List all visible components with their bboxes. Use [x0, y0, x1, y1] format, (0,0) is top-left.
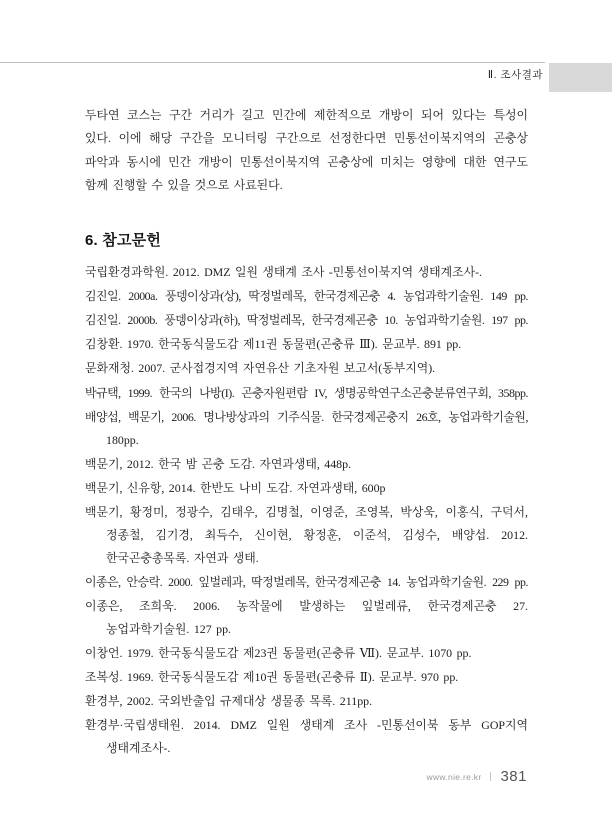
header-tab-highlight: [549, 63, 612, 92]
reference-line: 김진일. 2000b. 풍뎅이상과(하), 딱정벌레목, 한국경제곤충 10. 농업과학기술원. 197 pp.: [85, 313, 528, 328]
reference-entry: [85, 261, 528, 284]
reference-line: 정종철, 김기경, 최득수, 신이현, 황정훈, 이준석, 김성수, 배양섭. 2012.: [106, 527, 528, 542]
reference-entry: [85, 690, 528, 713]
reference-line: 한국곤충총목록. 자연과 생태.: [106, 550, 259, 565]
reference-entry: [85, 501, 528, 569]
paragraph-line: 파악과 동시에 민간 개방이 민통선이북지역 곤충상에 미치는 영향에 대한 연구도: [85, 154, 528, 169]
reference-entry: [85, 309, 528, 332]
reference-line: 김진일. 2000a. 풍뎅이상과(상), 딱정벌레목, 한국경제곤충 4. 농업과학기술원. 149 pp.: [85, 288, 528, 303]
reference-entry: [85, 595, 528, 640]
reference-entry: [85, 642, 528, 665]
reference-line: 박규택, 1999. 한국의 나방(I). 곤충자원편람 IV, 생명공학연구소곤충분류연구회, 358pp.: [85, 385, 528, 400]
paragraph-line: 있다. 이에 해당 구간을 모니터링 구간으로 선정한다면 민통선이북지역의 곤충상: [85, 131, 528, 146]
reference-list: [85, 261, 528, 760]
reference-line: 조복성. 1969. 한국동식물도감 제10권 동물편(곤충류 Ⅱ). 문교부. 970 pp.: [85, 670, 459, 685]
reference-entry: [85, 714, 528, 759]
reference-entry: [85, 666, 528, 689]
running-header-label: Ⅱ. 조사결과: [487, 69, 543, 81]
reference-entry: [85, 382, 528, 405]
reference-line: 환경부·국립생태원. 2014. DMZ 일원 생태계 조사 -민통선이북 동부 GOP지역: [85, 718, 528, 733]
reference-line: 백문기, 2012. 한국 밤 곤충 도감. 자연과생태, 448p.: [85, 456, 352, 471]
reference-line: 환경부, 2002. 국외반출입 규제대상 생물종 목록. 211pp.: [85, 694, 373, 709]
reference-line: 백문기, 황정미, 정광수, 김태우, 김명철, 이영준, 조영복, 박상욱, 이홍식, 구덕서,: [85, 505, 528, 520]
reference-line: 이창언. 1979. 한국동식물도감 제23권 동물편(곤충류 Ⅶ). 문교부. 1070 pp.: [85, 645, 472, 660]
reference-line: 이종은, 안승락. 2000. 잎벌레과, 딱정벌레목, 한국경제곤충 14. 농업과학기술원. 229 pp.: [85, 574, 528, 589]
footer-separator: [490, 772, 491, 781]
content-column: [85, 104, 528, 761]
reference-line: 문화재청. 2007. 군사접경지역 자연유산 기초자원 보고서(동부지역).: [85, 361, 436, 376]
page-footer: [427, 768, 527, 785]
reference-entry: [85, 477, 528, 500]
reference-line: 180pp.: [106, 432, 139, 447]
reference-entry: [85, 453, 528, 476]
reference-line: 국립환경과학원. 2012. DMZ 일원 생태계 조사 -민통선이북지역 생태계조사-.: [85, 264, 482, 279]
reference-line: 배양섭, 백문기, 2006. 명나방상과의 기주식물. 한국경제곤충지 26호, 농업과학기술원,: [85, 409, 528, 424]
paragraph-line: 두타연 코스는 구간 거리가 길고 민간에 제한적으로 개방이 되어 있다는 특성이: [85, 108, 528, 122]
reference-entry: [85, 357, 528, 380]
reference-entry: [85, 333, 528, 356]
reference-line: 이종은, 조희욱. 2006. 농작물에 발생하는 잎벌레류, 한국경제곤충 27.: [85, 598, 528, 613]
reference-line: 농업과학기술원. 127 pp.: [106, 621, 232, 636]
reference-line: 김창환. 1970. 한국동식물도감 제11권 동물편(곤충류 Ⅲ). 문교부. 891 pp.: [85, 337, 462, 352]
reference-line: 생태계조사-.: [106, 741, 171, 756]
footer-url: www.nie.re.kr: [426, 771, 482, 782]
reference-line: 백문기, 신유항, 2014. 한반도 나비 도감. 자연과생태, 600p: [85, 480, 386, 495]
section-heading: 6. 참고문헌: [85, 231, 162, 249]
header-rule: [0, 62, 545, 63]
paragraph-line: 함께 진행할 수 있을 것으로 사료된다.: [85, 178, 283, 193]
reference-entry: [85, 571, 528, 594]
reference-entry: [85, 406, 528, 451]
reference-entry: [85, 285, 528, 308]
footer-page-number: 381: [500, 768, 527, 785]
body-paragraph: [85, 104, 528, 198]
